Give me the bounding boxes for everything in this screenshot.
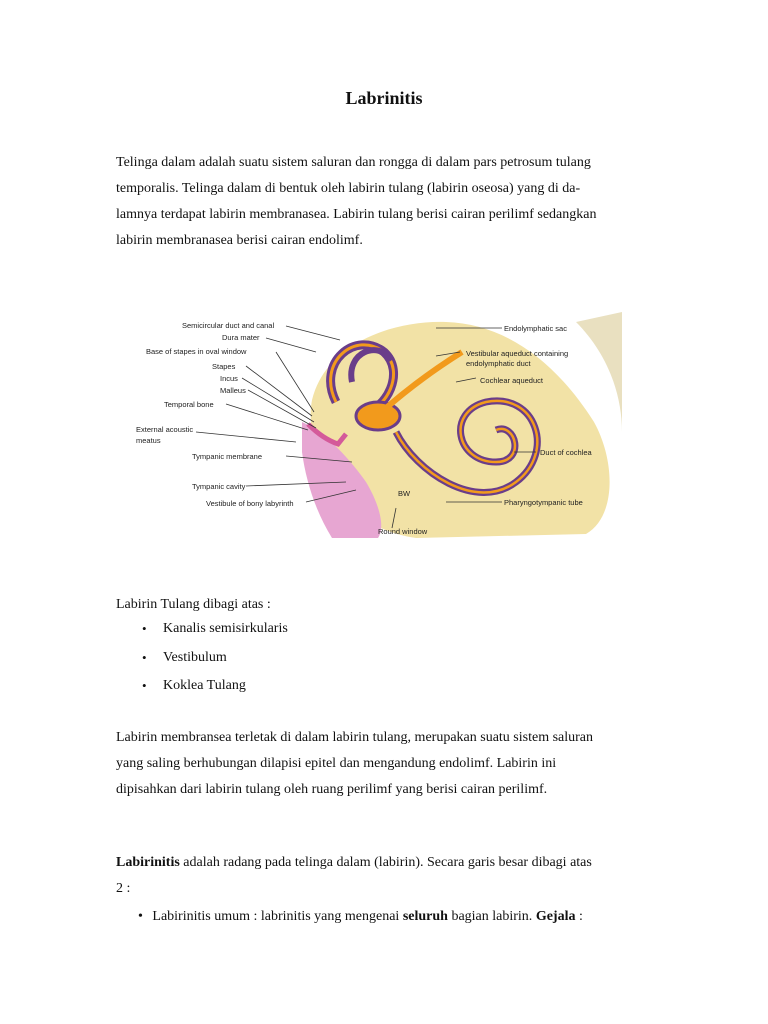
bullet-icon: • bbox=[138, 909, 143, 924]
labirinitis-term: Labirinitis bbox=[116, 855, 180, 870]
list-item bbox=[116, 645, 288, 674]
label-malleus: Malleus bbox=[220, 386, 246, 395]
list-item-label: Kanalis semisirkularis bbox=[163, 621, 288, 636]
label-stapes: Stapes bbox=[212, 362, 236, 371]
sub-item-bold-seluruh: seluruh bbox=[402, 909, 448, 924]
labirinitis-paragraph bbox=[116, 850, 656, 902]
labirinitis-definition: adalah radang pada telinga dalam (labirin). Secara garis besar dibagi atas bbox=[179, 855, 592, 870]
label-cochlear-aqueduct: Cochlear aqueduct bbox=[480, 376, 543, 385]
membranous-paragraph bbox=[116, 725, 656, 803]
intro-line: temporalis. Telinga dalam di bentuk oleh labirin tulang (labirin oseosa) yang di da- bbox=[116, 181, 581, 196]
label-round-window: Round window bbox=[378, 527, 428, 536]
label-vestibular-aqueduct: Vestibular aqueduct containing bbox=[466, 349, 569, 358]
vestibule-shape bbox=[356, 402, 400, 430]
sub-item-bold-gejala: Gejala bbox=[535, 909, 576, 924]
intro-line: Telinga dalam adalah suatu sistem saluran dan rongga di dalam pars petrosum tulang bbox=[116, 155, 591, 170]
label-tympanic-membrane: Tympanic membrane bbox=[192, 452, 263, 461]
label-external-acoustic: External acoustic bbox=[136, 425, 194, 434]
labirinitis-sub-item bbox=[138, 904, 583, 930]
sub-item-text: Labirinitis umum : labrinitis yang mengenai bbox=[148, 909, 403, 924]
label-incus: Incus bbox=[220, 374, 238, 383]
label-pharyngotympanic-tube: Pharyngotympanic tube bbox=[504, 498, 583, 507]
intro-line: labirin membranasea berisi cairan endolimf. bbox=[116, 233, 363, 248]
label-semicircular-duct: Semicircular duct and canal bbox=[182, 321, 275, 330]
page-title: Labrinitis bbox=[345, 88, 423, 108]
labirinitis-line2: 2 : bbox=[116, 881, 131, 896]
bullet-icon: • bbox=[142, 649, 147, 665]
label-duct-of-cochlea: Duct of cochlea bbox=[540, 448, 592, 457]
label-base-of-stapes: Base of stapes in oval window bbox=[146, 347, 247, 356]
list-item bbox=[116, 673, 288, 702]
label-meatus: meatus bbox=[136, 436, 161, 445]
bullet-icon: • bbox=[142, 621, 147, 636]
list-item bbox=[116, 616, 288, 645]
bullet-icon: • bbox=[142, 678, 147, 693]
label-dura-mater: Dura mater bbox=[222, 333, 260, 342]
sub-item-text: : bbox=[575, 909, 583, 924]
label-endolymphatic-duct: endolymphatic duct bbox=[466, 359, 531, 368]
label-temporal-bone: Temporal bone bbox=[164, 400, 214, 409]
membranous-line: Labirin membransea terletak di dalam labirin tulang, merupakan suatu sistem saluran bbox=[116, 730, 594, 745]
intro-line: lamnya terdapat labirin membranasea. Labirin tulang berisi cairan perilimf sedangkan bbox=[116, 207, 597, 222]
list-item-label: Vestibulum bbox=[163, 649, 227, 665]
intro-paragraph bbox=[116, 150, 656, 254]
inner-ear-figure bbox=[116, 312, 622, 542]
bony-labyrinth-list bbox=[116, 616, 288, 702]
membranous-line: yang saling berhubungan dilapisi epitel dan mengandung endolimf. Labirin ini bbox=[116, 756, 557, 771]
inner-ear-diagram bbox=[116, 312, 622, 542]
sub-item-text: bagian labirin. bbox=[447, 909, 536, 924]
list-item-label: Koklea Tulang bbox=[163, 678, 246, 693]
label-endolymphatic-sac: Endolymphatic sac bbox=[504, 324, 567, 333]
label-vestibule: Vestibule of bony labyrinth bbox=[206, 499, 294, 508]
membranous-line: dipisahkan dari labirin tulang oleh ruang perilimf yang berisi cairan perilimf. bbox=[116, 782, 548, 797]
label-tympanic-cavity: Tympanic cavity bbox=[192, 482, 246, 491]
bony-labyrinth-intro: Labirin Tulang dibagi atas : bbox=[116, 597, 271, 612]
label-bw: BW bbox=[398, 489, 411, 498]
